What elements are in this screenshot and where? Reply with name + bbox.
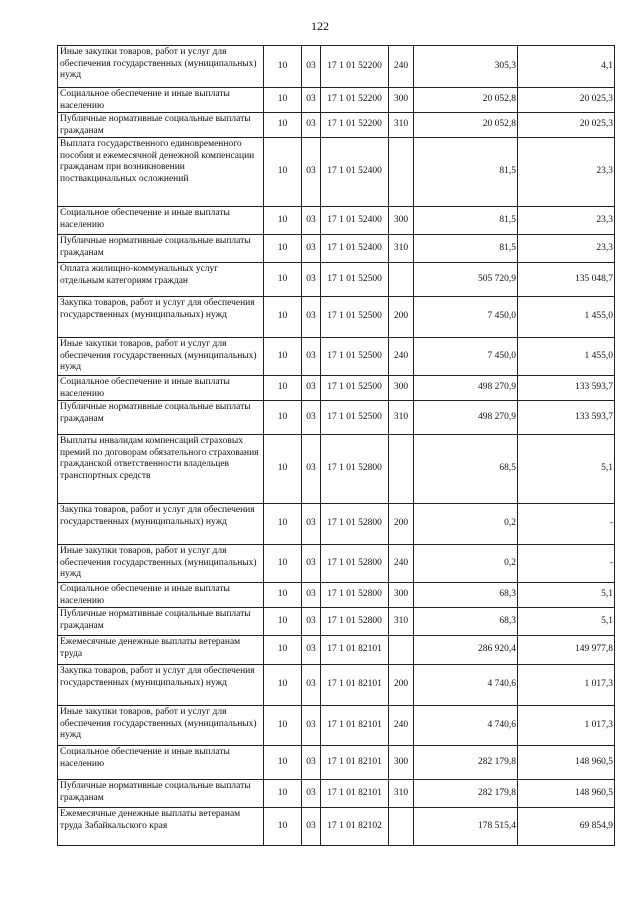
- row-section-code: 10: [264, 207, 302, 235]
- row-expense-type-code: 310: [389, 235, 414, 263]
- row-amount-plan: 178 515,4: [414, 808, 518, 846]
- row-subsection-code: 03: [302, 113, 321, 138]
- row-expense-type-code: 240: [389, 706, 414, 746]
- row-amount-actual: 4,1: [518, 46, 615, 88]
- row-name: Публичные нормативные социальные выплаты гражданам: [58, 780, 264, 808]
- row-target-code: 17 1 01 52500: [321, 297, 389, 338]
- row-name: Выплаты инвалидам компенсаций страховых премий по договорам обязательного страхования гражданской ответственности владельцев транспортных средств: [58, 435, 264, 504]
- page-number: 122: [311, 19, 329, 33]
- row-target-code: 17 1 01 82101: [321, 746, 389, 780]
- row-amount-actual: 133 593,7: [518, 376, 615, 401]
- table-row: [58, 88, 615, 113]
- row-amount-actual: -: [518, 504, 615, 545]
- row-name: Социальное обеспечение и иные выплаты населению: [58, 207, 264, 235]
- row-name: Публичные нормативные социальные выплаты гражданам: [58, 608, 264, 636]
- row-target-code: 17 1 01 52800: [321, 504, 389, 545]
- row-subsection-code: 03: [302, 435, 321, 504]
- row-amount-actual: 5,1: [518, 583, 615, 608]
- row-expense-type-code: 240: [389, 338, 414, 376]
- row-target-code: 17 1 01 82101: [321, 636, 389, 665]
- row-section-code: 10: [264, 435, 302, 504]
- row-target-code: 17 1 01 52800: [321, 435, 389, 504]
- row-subsection-code: 03: [302, 235, 321, 263]
- row-name: Оплата жилищно-коммунальных услуг отдельным категориям граждан: [58, 263, 264, 297]
- row-amount-plan: 0,2: [414, 545, 518, 583]
- row-section-code: 10: [264, 297, 302, 338]
- table-row: [58, 780, 615, 808]
- row-subsection-code: 03: [302, 706, 321, 746]
- row-amount-plan: 81,5: [414, 138, 518, 207]
- row-subsection-code: 03: [302, 401, 321, 435]
- row-expense-type-code: 200: [389, 297, 414, 338]
- row-target-code: 17 1 01 82102: [321, 808, 389, 846]
- row-name: Ежемесячные денежные выплаты ветеранам труда Забайкальского края: [58, 808, 264, 846]
- row-amount-plan: 7 450,0: [414, 338, 518, 376]
- row-name: Публичные нормативные социальные выплаты гражданам: [58, 113, 264, 138]
- row-section-code: 10: [264, 113, 302, 138]
- row-subsection-code: 03: [302, 780, 321, 808]
- row-expense-type-code: 310: [389, 780, 414, 808]
- row-amount-actual: 23,3: [518, 138, 615, 207]
- row-subsection-code: 03: [302, 263, 321, 297]
- row-target-code: 17 1 01 52500: [321, 376, 389, 401]
- row-amount-actual: 1 017,3: [518, 665, 615, 706]
- row-name: Иные закупки товаров, работ и услуг для обеспечения государственных (муниципальных) нужд: [58, 706, 264, 746]
- table-row: [58, 665, 615, 706]
- row-expense-type-code: 200: [389, 665, 414, 706]
- table-row: [58, 113, 615, 138]
- row-amount-plan: 20 052,8: [414, 113, 518, 138]
- row-section-code: 10: [264, 545, 302, 583]
- row-name: Закупка товаров, работ и услуг для обеспечения государственных (муниципальных) нужд: [58, 297, 264, 338]
- table-row: [58, 207, 615, 235]
- row-amount-actual: 1 455,0: [518, 338, 615, 376]
- table-row: [58, 808, 615, 846]
- row-target-code: 17 1 01 52500: [321, 338, 389, 376]
- row-amount-actual: -: [518, 545, 615, 583]
- table-row: [58, 545, 615, 583]
- row-expense-type-code: [389, 808, 414, 846]
- row-amount-plan: 282 179,8: [414, 746, 518, 780]
- row-subsection-code: 03: [302, 545, 321, 583]
- row-name: Иные закупки товаров, работ и услуг для обеспечения государственных (муниципальных) нужд: [58, 46, 264, 88]
- row-target-code: 17 1 01 52200: [321, 88, 389, 113]
- row-amount-plan: 20 052,8: [414, 88, 518, 113]
- row-amount-actual: 148 960,5: [518, 746, 615, 780]
- table-row: [58, 297, 615, 338]
- row-subsection-code: 03: [302, 746, 321, 780]
- row-expense-type-code: [389, 636, 414, 665]
- row-name: Иные закупки товаров, работ и услуг для обеспечения государственных (муниципальных) нужд: [58, 338, 264, 376]
- table-row: [58, 338, 615, 376]
- row-expense-type-code: 200: [389, 504, 414, 545]
- row-subsection-code: 03: [302, 583, 321, 608]
- row-name: Социальное обеспечение и иные выплаты населению: [58, 376, 264, 401]
- row-subsection-code: 03: [302, 504, 321, 545]
- row-subsection-code: 03: [302, 808, 321, 846]
- row-amount-actual: 23,3: [518, 235, 615, 263]
- row-amount-actual: 149 977,8: [518, 636, 615, 665]
- row-subsection-code: 03: [302, 665, 321, 706]
- row-section-code: 10: [264, 138, 302, 207]
- row-amount-actual: 5,1: [518, 608, 615, 636]
- row-amount-actual: 23,3: [518, 207, 615, 235]
- table-row: [58, 583, 615, 608]
- row-target-code: 17 1 01 52200: [321, 113, 389, 138]
- row-amount-plan: 498 270,9: [414, 401, 518, 435]
- row-amount-plan: 68,5: [414, 435, 518, 504]
- row-target-code: 17 1 01 82101: [321, 665, 389, 706]
- row-section-code: 10: [264, 235, 302, 263]
- row-amount-actual: 135 048,7: [518, 263, 615, 297]
- row-section-code: 10: [264, 338, 302, 376]
- row-amount-plan: 498 270,9: [414, 376, 518, 401]
- budget-table: [57, 45, 615, 846]
- row-target-code: 17 1 01 52400: [321, 207, 389, 235]
- row-amount-plan: 4 740,6: [414, 706, 518, 746]
- row-amount-plan: 81,5: [414, 207, 518, 235]
- row-section-code: 10: [264, 376, 302, 401]
- row-amount-actual: 69 854,9: [518, 808, 615, 846]
- row-amount-plan: 305,3: [414, 46, 518, 88]
- row-name: Публичные нормативные социальные выплаты гражданам: [58, 401, 264, 435]
- table-row: [58, 504, 615, 545]
- row-target-code: 17 1 01 52400: [321, 235, 389, 263]
- row-target-code: 17 1 01 52800: [321, 545, 389, 583]
- row-name: Закупка товаров, работ и услуг для обеспечения государственных (муниципальных) нужд: [58, 665, 264, 706]
- row-subsection-code: 03: [302, 338, 321, 376]
- row-name: Публичные нормативные социальные выплаты гражданам: [58, 235, 264, 263]
- table-row: [58, 263, 615, 297]
- row-expense-type-code: [389, 435, 414, 504]
- row-section-code: 10: [264, 583, 302, 608]
- row-subsection-code: 03: [302, 46, 321, 88]
- row-amount-plan: 68,3: [414, 583, 518, 608]
- row-name: Социальное обеспечение и иные выплаты населению: [58, 746, 264, 780]
- row-section-code: 10: [264, 808, 302, 846]
- row-expense-type-code: 310: [389, 113, 414, 138]
- row-amount-plan: 68,3: [414, 608, 518, 636]
- row-name: Социальное обеспечение и иные выплаты населению: [58, 583, 264, 608]
- row-section-code: 10: [264, 706, 302, 746]
- row-name: Выплата государственного единовременного пособия и ежемесячной денежной компенсации гражданам при возникновении поствакцинальных осложнений: [58, 138, 264, 207]
- row-subsection-code: 03: [302, 88, 321, 113]
- row-section-code: 10: [264, 636, 302, 665]
- row-target-code: 17 1 01 52500: [321, 401, 389, 435]
- row-subsection-code: 03: [302, 138, 321, 207]
- row-name: Социальное обеспечение и иные выплаты населению: [58, 88, 264, 113]
- row-section-code: 10: [264, 401, 302, 435]
- row-expense-type-code: [389, 138, 414, 207]
- row-subsection-code: 03: [302, 207, 321, 235]
- row-expense-type-code: 310: [389, 608, 414, 636]
- table-row: [58, 401, 615, 435]
- row-expense-type-code: 310: [389, 401, 414, 435]
- row-amount-plan: 4 740,6: [414, 665, 518, 706]
- row-expense-type-code: 300: [389, 88, 414, 113]
- row-amount-actual: 20 025,3: [518, 113, 615, 138]
- row-section-code: 10: [264, 88, 302, 113]
- row-target-code: 17 1 01 82101: [321, 706, 389, 746]
- row-section-code: 10: [264, 746, 302, 780]
- row-expense-type-code: 300: [389, 583, 414, 608]
- row-subsection-code: 03: [302, 608, 321, 636]
- row-expense-type-code: 300: [389, 207, 414, 235]
- row-section-code: 10: [264, 504, 302, 545]
- row-target-code: 17 1 01 52800: [321, 608, 389, 636]
- row-expense-type-code: 300: [389, 376, 414, 401]
- row-expense-type-code: 240: [389, 46, 414, 88]
- row-section-code: 10: [264, 608, 302, 636]
- row-amount-plan: 0,2: [414, 504, 518, 545]
- row-section-code: 10: [264, 263, 302, 297]
- row-amount-plan: 7 450,0: [414, 297, 518, 338]
- row-name: Иные закупки товаров, работ и услуг для обеспечения государственных (муниципальных) нужд: [58, 545, 264, 583]
- row-amount-actual: 5,1: [518, 435, 615, 504]
- row-target-code: 17 1 01 52500: [321, 263, 389, 297]
- row-name: Закупка товаров, работ и услуг для обеспечения государственных (муниципальных) нужд: [58, 504, 264, 545]
- table-row: [58, 46, 615, 88]
- table-row: [58, 138, 615, 207]
- row-expense-type-code: 240: [389, 545, 414, 583]
- row-amount-actual: 148 960,5: [518, 780, 615, 808]
- row-amount-actual: 133 593,7: [518, 401, 615, 435]
- row-name: Ежемесячные денежные выплаты ветеранам труда: [58, 636, 264, 665]
- row-section-code: 10: [264, 46, 302, 88]
- table-row: [58, 608, 615, 636]
- row-subsection-code: 03: [302, 376, 321, 401]
- row-target-code: 17 1 01 52800: [321, 583, 389, 608]
- row-amount-plan: 282 179,8: [414, 780, 518, 808]
- row-target-code: 17 1 01 82101: [321, 780, 389, 808]
- row-amount-plan: 286 920,4: [414, 636, 518, 665]
- table-row: [58, 706, 615, 746]
- row-target-code: 17 1 01 52400: [321, 138, 389, 207]
- row-section-code: 10: [264, 665, 302, 706]
- row-expense-type-code: [389, 263, 414, 297]
- row-subsection-code: 03: [302, 297, 321, 338]
- row-subsection-code: 03: [302, 636, 321, 665]
- row-amount-plan: 505 720,9: [414, 263, 518, 297]
- budget-table-body: [58, 46, 615, 846]
- row-amount-actual: 1 455,0: [518, 297, 615, 338]
- row-amount-actual: 1 017,3: [518, 706, 615, 746]
- table-row: [58, 235, 615, 263]
- row-target-code: 17 1 01 52200: [321, 46, 389, 88]
- table-row: [58, 636, 615, 665]
- row-amount-plan: 81,5: [414, 235, 518, 263]
- row-amount-actual: 20 025,3: [518, 88, 615, 113]
- row-expense-type-code: 300: [389, 746, 414, 780]
- table-row: [58, 376, 615, 401]
- table-row: [58, 746, 615, 780]
- table-row: [58, 435, 615, 504]
- row-section-code: 10: [264, 780, 302, 808]
